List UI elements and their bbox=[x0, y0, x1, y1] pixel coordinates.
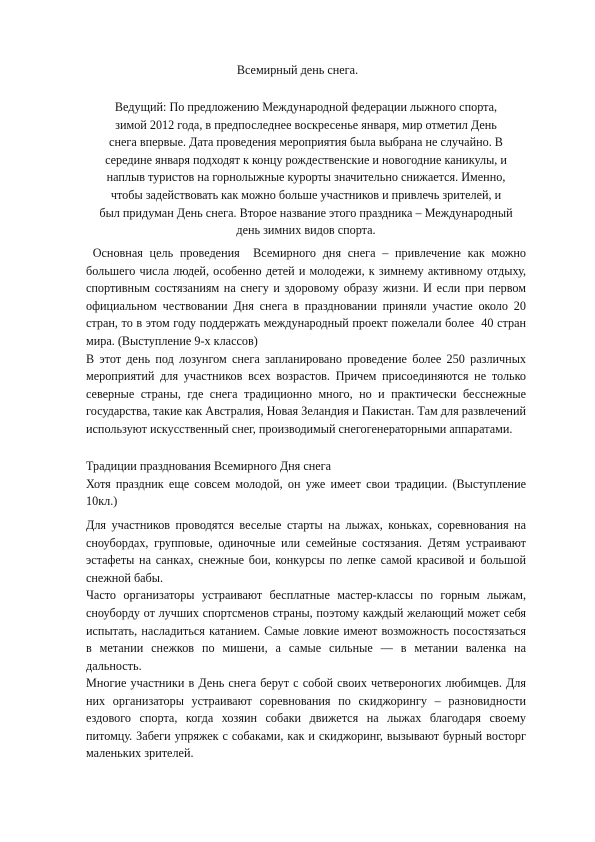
document-title: Всемирный день снега. bbox=[236, 63, 359, 77]
intro-line: был придуман День снега. Второе название этого праздника – Международный bbox=[99, 205, 513, 220]
goal-paragraph: Основная цель проведения Всемирного дня снега – привлечение как можно большего числа людей, особенно детей и молодежи, к зимнему активному отдыху, спортивным состязаниям на снегу и здоровому образу жизни. И если при первом официальном чествовании Дня снега в праздновании приняли участие около 20 стран, то в этом году поддержать международный проект пожелали более 40 стран мира. (Выступление 9-х классов) bbox=[86, 246, 530, 348]
intro-line: середине января подходят к концу рождественские и новогодние каникулы, и bbox=[105, 152, 507, 167]
dogs-paragraph: Многие участники в День снега берут с собой своих четвероногих любимцев. Для них организаторы устраивают соревнования по скиджорингу – разновидности ездового спорта, когда хозяин собаки движется на лыжах благодаря своему питомцу. Забеги упряжек с собаками, как и скиджоринг, вызывают бурный восторг маленьких зрителей. bbox=[86, 676, 526, 761]
masterclass-paragraph: Часто организаторы устраивают бесплатные мастер-классы по горным лыжам, сноуборду от лучших спортсменов страны, поэтому каждый желающий может себя испытать, насладиться катанием. Самые ловкие имеют возможность посостязаться в метании снежков по мишени, а самые сильные — в метании валенка на дальность. bbox=[86, 588, 526, 673]
events-paragraph: В этот день под лозунгом снега запланировано проведение более 250 различных мероприятий для участников всех возрастов. Причем присоединяются не только северные страны, где снега традиционно много, но и практически бесснежные государства, такие как Австралия, Новая Зеландия и Пакистан. Там для развлечений используют искусственный снег, производимый снегогенераторными аппаратами. bbox=[86, 351, 526, 436]
intro-line: Ведущий: По предложению Международной федерации лыжного спорта, bbox=[114, 100, 498, 114]
intro-line: чтобы задействовать как можно больше участников и привлечь зрителей, и bbox=[110, 187, 502, 202]
participants-section bbox=[86, 517, 526, 675]
participants-paragraph: Для участников проводятся веселые старты на лыжах, коньках, соревнования на сноубордах, групповые, одиночные или семейные состязания. Детям устраивают эстафеты на санках, снежные бои, конкурсы по лепке самой красивой и большой снежной бабы. bbox=[86, 518, 526, 585]
goal-section bbox=[86, 245, 530, 439]
intro-line: зимой 2012 года, в предпоследнее воскресенье января, мир отметил День bbox=[115, 117, 497, 132]
intro-paragraph bbox=[86, 99, 526, 240]
dogs-section bbox=[86, 675, 526, 763]
traditions-section bbox=[86, 458, 526, 511]
intro-line: наплыв туристов на горнолыжные курорты значительно снижается. Именно, bbox=[106, 170, 506, 185]
traditions-text: Хотя праздник еще совсем молодой, он уже имеет свои традиции. (Выступление 10кл.) bbox=[86, 476, 526, 509]
traditions-heading: Традиции празднования Всемирного Дня снега bbox=[86, 459, 332, 473]
intro-line: снега впервые. Дата проведения мероприятия была выбрана не случайно. В bbox=[109, 135, 503, 150]
intro-line: день зимних видов спорта. bbox=[236, 223, 376, 238]
